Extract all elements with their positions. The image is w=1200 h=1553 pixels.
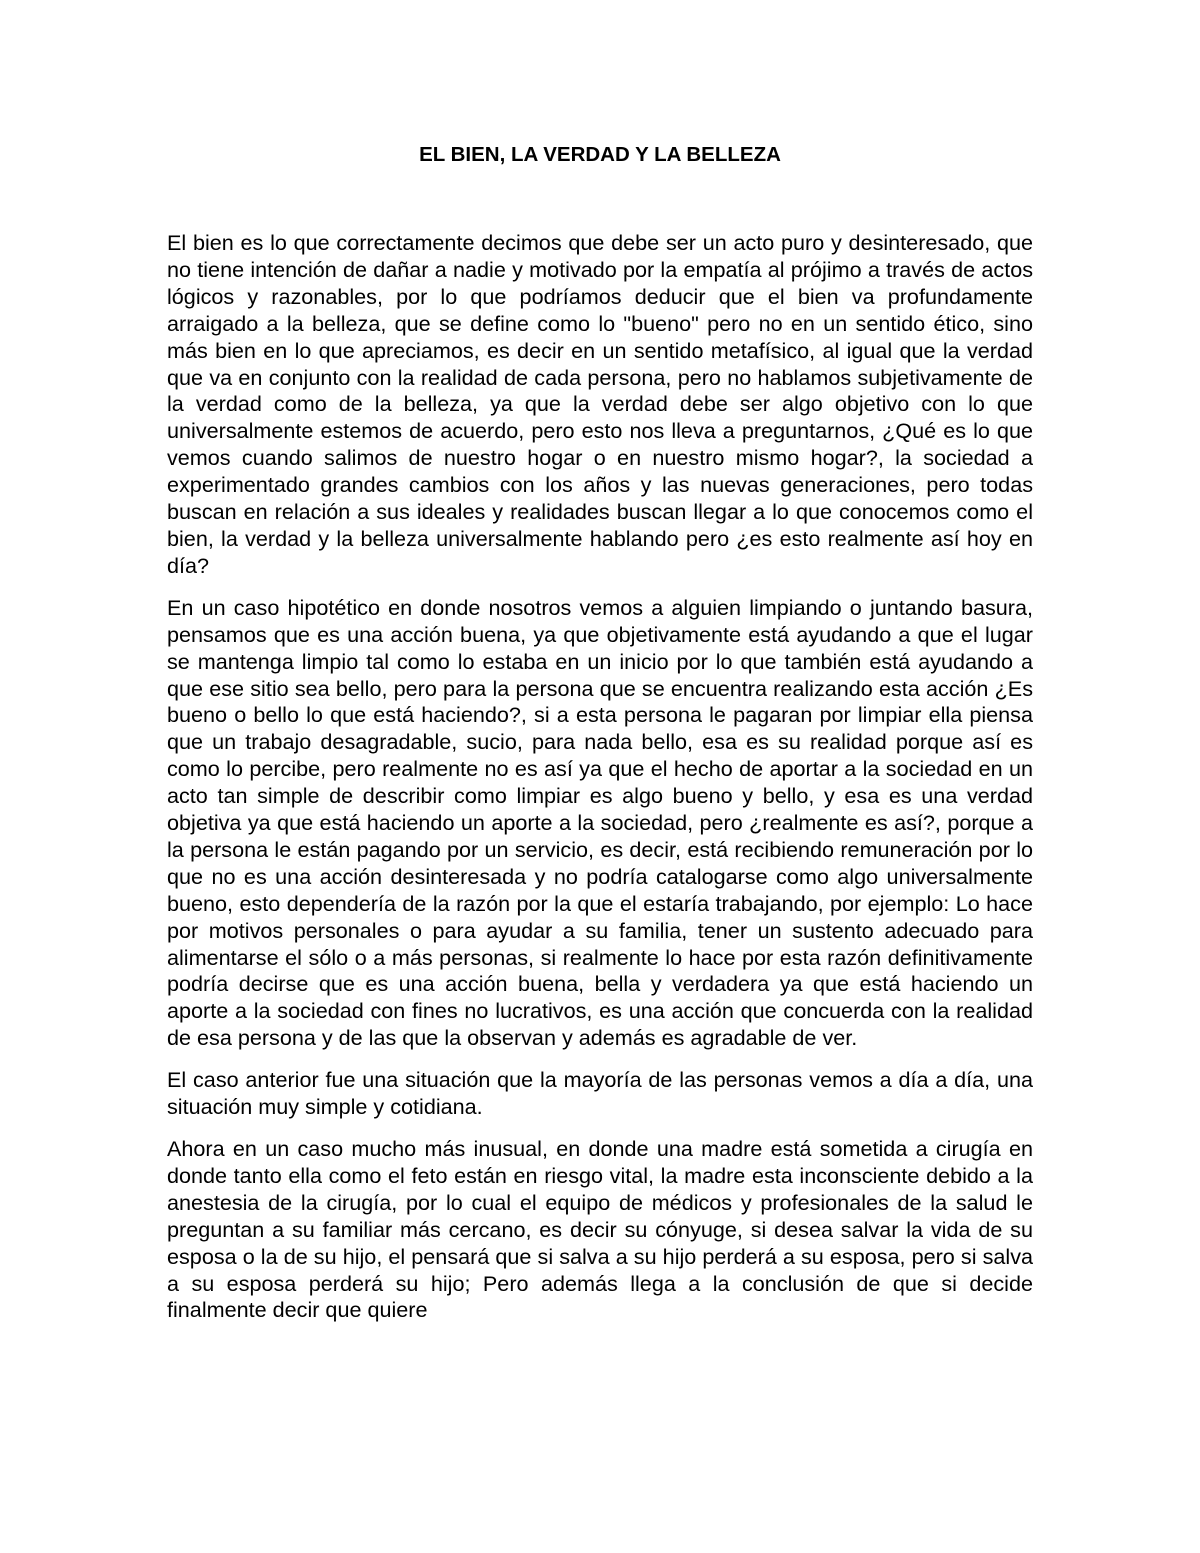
paragraph-1: El bien es lo que correctamente decimos que debe ser un acto puro y desinteresado, que no tiene intención de dañar a nadie y motivado por la empatía al prójimo a través de actos lógicos y razonables, por lo que podríamos deducir que el bien va profundamente arraigado a la belleza, que se define como lo "bueno" pero no en un sentido ético, sino más bien en lo que apreciamos, es decir en un sentido metafísico, al igual que la verdad que va en conjunto con la realidad de cada persona, pero no hablamos subjetivamente de la verdad como de la belleza, ya que la verdad debe ser algo objetivo con lo que universalmente estemos de acuerdo, pero esto nos lleva a preguntarnos, ¿Qué es lo que vemos cuando salimos de nuestro hogar o en nuestro mismo hogar?, la sociedad a experimentado grandes cambios con los años y las nuevas generaciones, pero todas buscan en relación a sus ideales y realidades buscan llegar a lo que conocemos como el bien, la verdad y la belleza universalmente hablando pero ¿es esto realmente así hoy en día? [167,230,1033,578]
document-title: EL BIEN, LA VERDAD Y LA BELLEZA [419,143,781,166]
document-body [167,230,1033,1339]
paragraph-3: El caso anterior fue una situación que la mayoría de las personas vemos a día a día, una situación muy simple y cotidiana. [167,1067,1033,1120]
paragraph-4: Ahora en un caso mucho más inusual, en donde una madre está sometida a cirugía en donde tanto ella como el feto están en riesgo vital, la madre esta inconsciente debido a la anestesia de la cirugía, por lo cual el equipo de médicos y profesionales de la salud le preguntan a su familiar más cercano, es decir su cónyuge, si desea salvar la vida de su esposa o la de su hijo, el pensará que si salva a su hijo perderá a su esposa, pero si salva a su esposa perderá su hijo; Pero además llega a la conclusión de que si decide finalmente decir que quiere [167,1136,1033,1323]
paragraph-2: En un caso hipotético en donde nosotros vemos a alguien limpiando o juntando basura, pensamos que es una acción buena, ya que objetivamente está ayudando a que el lugar se mantenga limpio tal como lo estaba en un inicio por lo que también está ayudando a que ese sitio sea bello, pero para la persona que se encuentra realizando esta acción ¿Es bueno o bello lo que está haciendo?, si a esta persona le pagaran por limpiar ella piensa que un trabajo desagradable, sucio, para nada bello, esa es su realidad porque así es como lo percibe, pero realmente no es así ya que el hecho de aportar a la sociedad en un acto tan simple de describir como limpiar es algo bueno y bello, y esa es una verdad objetiva ya que está haciendo un aporte a la sociedad, pero ¿realmente es así?, porque a la persona le están pagando por un servicio, es decir, está recibiendo remuneración por lo que no es una acción desinteresada y no podría catalogarse como algo universalmente bueno, esto dependería de la razón por la que el estaría trabajando, por ejemplo: Lo hace por motivos personales o para ayudar a su familia, tener un sustento adecuado para alimentarse el sólo o a más personas, si realmente lo hace por esta razón definitivamente podría decirse que es una acción buena, bella y verdadera ya que está haciendo un aporte a la sociedad con fines no lucrativos, es una acción que concuerda con la realidad de esa persona y de las que la observan y además es agradable de ver. [167,594,1033,1051]
